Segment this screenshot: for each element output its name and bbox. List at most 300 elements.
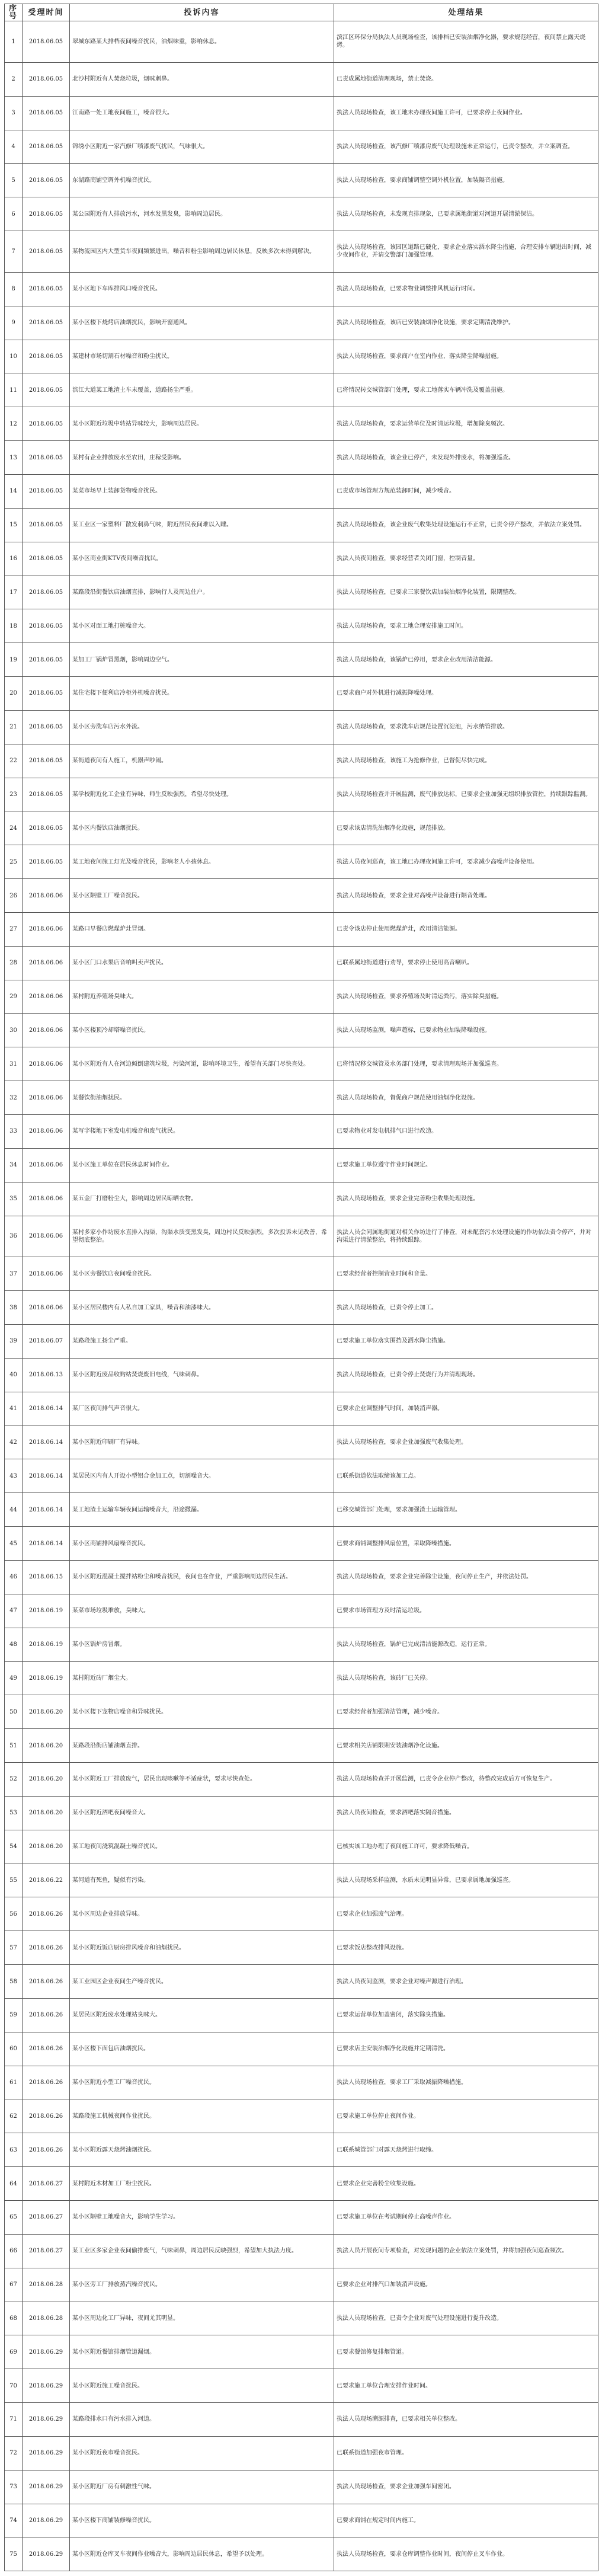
row-result: 执法人员现场检查，要求养殖场及时清运粪污，落实除臭措施。 [334,980,598,1014]
row-index: 7 [5,231,23,273]
complaint-table [4,4,598,2571]
row-index: 61 [5,2066,23,2099]
row-index: 72 [5,2436,23,2470]
row-index: 16 [5,542,23,576]
table-row [5,980,598,1014]
row-date: 2018.06.20 [23,1695,70,1729]
row-complaint: 北沙村附近有人焚烧垃圾，烟味刺鼻。 [70,62,334,96]
row-complaint: 某小区附近施工噪音扰民。 [70,2369,334,2403]
row-index: 41 [5,1392,23,1426]
row-result: 已联系街道依法取缔该加工点。 [334,1459,598,1493]
row-complaint: 某小区楼下商铺装修噪音扰民。 [70,2504,334,2537]
row-result: 执法人员现场检查并开展监测，废气排放达标，已要求企业加强无组织排放管控，持续跟踪监测。 [334,778,598,811]
row-index: 54 [5,1830,23,1864]
row-index: 14 [5,474,23,508]
table-row [5,1763,598,1797]
row-result: 执法人员现场检查，要求工地合理安排施工时间。 [334,609,598,643]
row-date: 2018.06.14 [23,1392,70,1426]
table-row [5,21,598,63]
row-date: 2018.06.05 [23,710,70,744]
table-row [5,306,598,340]
table-body [5,21,598,2571]
row-date: 2018.06.05 [23,197,70,231]
row-date: 2018.06.29 [23,2537,70,2571]
row-result: 已要求企业调整排气时间，加装消声器。 [334,1392,598,1426]
row-date: 2018.06.28 [23,2302,70,2335]
row-date: 2018.06.05 [23,272,70,306]
row-date: 2018.06.06 [23,1047,70,1081]
row-result: 执法人员现场检查，已要求三家餐饮店加装油烟净化装置，限期整改。 [334,576,598,609]
table-row [5,879,598,913]
row-complaint: 某小区附近饭店厨房排风噪音和油烟扰民。 [70,1931,334,1965]
row-complaint: 某小区附近有人在河边倾倒建筑垃圾，污染河道，影响环境卫生，希望有关部门尽快查处。 [70,1047,334,1081]
row-date: 2018.06.15 [23,1560,70,1594]
row-complaint: 某小区商铺排风扇噪音扰民。 [70,1527,334,1561]
table-row [5,677,598,711]
row-complaint: 东湖路商铺空调外机噪音扰民。 [70,164,334,197]
row-complaint: 锦绣小区附近一家汽修厂喷漆废气扰民，气味很大。 [70,130,334,164]
table-row [5,96,598,130]
row-date: 2018.06.05 [23,542,70,576]
table-row [5,1459,598,1493]
row-complaint: 滨江大道某工地渣土车未覆盖，道路扬尘严重。 [70,373,334,407]
table-row [5,1661,598,1695]
row-complaint: 某小区对面工地打桩噪音大。 [70,609,334,643]
row-complaint: 某小区附近废品收购站焚烧废旧电线，气味刺鼻。 [70,1358,334,1392]
table-row [5,2234,598,2268]
row-date: 2018.06.22 [23,1864,70,1897]
row-index: 3 [5,96,23,130]
row-index: 69 [5,2335,23,2369]
table-row [5,441,598,475]
row-date: 2018.06.20 [23,1796,70,1830]
table-row [5,1830,598,1864]
row-result: 执法人员现场检查，该施工为抢修作业，已督促尽快完成。 [334,744,598,778]
row-index: 68 [5,2302,23,2335]
row-result: 已要求经营者加强清洁管理，减少噪音。 [334,1695,598,1729]
row-index: 13 [5,441,23,475]
row-result: 执法人员现场检查并开展监测，已责令企业停产整改，待整改完成后方可恢复生产。 [334,1763,598,1797]
table-row [5,231,598,273]
row-result: 执法人员现场检查，该企业废气收集处理设施运行不正常，已责令停产整改，并依法立案处罚。 [334,508,598,542]
row-index: 19 [5,643,23,677]
table-row [5,1426,598,1459]
table-row [5,1115,598,1149]
row-index: 47 [5,1594,23,1628]
row-complaint: 某小区附近混凝土搅拌站粉尘和噪音扰民，夜间也在作业，严重影响周边居民生活。 [70,1560,334,1594]
row-index: 40 [5,1358,23,1392]
row-result: 滨江区环保分局执法人员现场检查，该排档已安装油烟净化器，要求规范经营，夜间禁止露天烧烤。 [334,21,598,63]
row-result: 执法人员夜间检查，要求经营者关闭门窗，控制音量。 [334,542,598,576]
row-date: 2018.06.19 [23,1661,70,1695]
row-index: 22 [5,744,23,778]
row-complaint: 某小区附近夜市噪音扰民。 [70,2436,334,2470]
table-row [5,710,598,744]
row-index: 70 [5,2369,23,2403]
table-row [5,1965,598,1999]
row-date: 2018.06.05 [23,811,70,845]
row-complaint: 某工地夜间施工灯光及噪音扰民，影响老人小孩休息。 [70,845,334,879]
row-index: 35 [5,1182,23,1216]
row-complaint: 某小区附近仓库叉车夜间作业噪音大，影响周边居民休息，希望予以处理。 [70,2537,334,2571]
row-result: 执法人员现场检查，未发现直排现象，已要求属地街道对河道开展清淤保洁。 [334,197,598,231]
row-date: 2018.06.06 [23,879,70,913]
row-date: 2018.06.28 [23,2268,70,2302]
row-date: 2018.06.29 [23,2504,70,2537]
row-result: 执法人员现场检查，要求运营单位及时清运垃圾，增加除臭频次。 [334,407,598,441]
table-row [5,1358,598,1392]
row-date: 2018.06.26 [23,1965,70,1999]
header-date: 受理时间 [23,4,70,21]
row-complaint: 某小区附近餐馆排烟管道漏烟。 [70,2335,334,2369]
row-complaint: 某小区隔壁工地噪音大，影响学生学习。 [70,2201,334,2235]
row-index: 56 [5,1897,23,1931]
row-result: 已联系城管部门对露天烧烤进行取缔。 [334,2133,598,2167]
row-date: 2018.06.06 [23,946,70,980]
row-index: 28 [5,946,23,980]
row-date: 2018.06.06 [23,1115,70,1149]
row-date: 2018.06.05 [23,441,70,475]
row-index: 5 [5,164,23,197]
row-complaint: 某居民区内有人开设小型铝合金加工点，切割噪音大。 [70,1459,334,1493]
row-index: 33 [5,1115,23,1149]
table-row [5,2302,598,2335]
row-index: 74 [5,2504,23,2537]
row-result: 执法人员现场检查，该企业已停产，未发现外排废水，将加强巡查。 [334,441,598,475]
row-result: 执法人员现场检查，已责令停止焚烧行为并清理现场。 [334,1358,598,1392]
row-result: 执法人员现场检查，已责令企业对废气处理设施进行提升改造。 [334,2302,598,2335]
row-complaint: 某小区附近小型工厂噪音扰民。 [70,2066,334,2099]
row-date: 2018.06.19 [23,1594,70,1628]
row-date: 2018.06.26 [23,2032,70,2066]
row-index: 57 [5,1931,23,1965]
table-row [5,508,598,542]
row-complaint: 某小区附近酒吧夜间噪音大。 [70,1796,334,1830]
row-complaint: 某小区附近垃圾中转站异味较大，影响周边居民。 [70,407,334,441]
row-date: 2018.06.05 [23,508,70,542]
row-index: 11 [5,373,23,407]
row-complaint: 某村多家小作坊废水直排入沟渠，沟渠水质变黑发臭，周边村民反映强烈，多次投诉未见改善，希望彻底整治。 [70,1216,334,1257]
table-row [5,2268,598,2302]
row-complaint: 某厂区夜间排气声音很大。 [70,1392,334,1426]
row-index: 29 [5,980,23,1014]
row-result: 执法人员现场检查，该店已安装油烟净化设施，要求定期清洗维护。 [334,306,598,340]
row-date: 2018.06.06 [23,1182,70,1216]
row-result: 已要求企业加强废气治理。 [334,1897,598,1931]
row-complaint: 某小区隔壁工厂噪音扰民。 [70,879,334,913]
row-complaint: 某建材市场切割石材噪音和粉尘扰民。 [70,340,334,373]
row-result: 执法人员现场检查，督促商户规范使用油烟净化设施。 [334,1081,598,1115]
row-result: 已要求施工单位在考试期间停止高噪声作业。 [334,2201,598,2235]
row-date: 2018.06.29 [23,2470,70,2504]
row-index: 32 [5,1081,23,1115]
row-index: 27 [5,912,23,946]
row-result: 执法人员现场检查，锅炉已完成清洁能源改造，运行正常。 [334,1628,598,1661]
row-result: 执法人员现场监测，噪声超标，已要求物业加装降噪设施。 [334,1014,598,1047]
row-result: 执法人员开展夜间专项检查，对发现问题的企业依法立案处罚，并将加强夜间巡查频次。 [334,2234,598,2268]
row-complaint: 某小区楼顶冷却塔噪音扰民。 [70,1014,334,1047]
table-row [5,609,598,643]
row-complaint: 某小区附近厂房有刺激性气味。 [70,2470,334,2504]
row-date: 2018.06.05 [23,340,70,373]
row-index: 64 [5,2167,23,2201]
table-row [5,2032,598,2066]
row-index: 51 [5,1729,23,1763]
row-date: 2018.06.06 [23,1216,70,1257]
row-index: 65 [5,2201,23,2235]
row-date: 2018.06.05 [23,96,70,130]
table-row [5,1257,598,1291]
row-date: 2018.06.26 [23,1998,70,2032]
row-index: 30 [5,1014,23,1047]
table-row [5,811,598,845]
table-row [5,1392,598,1426]
row-index: 59 [5,1998,23,2032]
row-result: 已责成市场管理方规范装卸时间，减少噪音。 [334,474,598,508]
row-complaint: 某菜市场早上装卸货物噪音扰民。 [70,474,334,508]
row-result: 已要求运营单位加盖密闭，落实除臭措施。 [334,1998,598,2032]
table-row [5,845,598,879]
row-result: 已责成属地街道清理现场，禁止焚烧。 [334,62,598,96]
row-result: 执法人员现场检查，要求商铺调整空调外机位置，加装隔音措施。 [334,164,598,197]
row-index: 45 [5,1527,23,1561]
table-row [5,2436,598,2470]
row-complaint: 某餐饮街油烟扰民。 [70,1081,334,1115]
row-date: 2018.06.29 [23,2335,70,2369]
row-complaint: 某河道有死鱼，疑似有污染。 [70,1864,334,1897]
row-result: 已要求饭店整改排风设施。 [334,1931,598,1965]
row-complaint: 某小区旁工厂排放蒸汽噪音扰民。 [70,2268,334,2302]
row-index: 55 [5,1864,23,1897]
row-complaint: 某小区施工单位在居民休息时间作业。 [70,1148,334,1182]
table-row [5,340,598,373]
row-result: 执法人员现场溯源排查，已要求相关单位整改。 [334,2403,598,2437]
table-row [5,2537,598,2571]
row-index: 44 [5,1493,23,1527]
table-header-row [5,4,598,21]
row-complaint: 某路段沿街店铺油烟直排。 [70,1729,334,1763]
row-result: 执法人员夜间巡查，该工地已办理夜间施工许可，要求减少高噪声设备使用。 [334,845,598,879]
row-date: 2018.06.27 [23,2167,70,2201]
row-date: 2018.06.05 [23,130,70,164]
table-row [5,1560,598,1594]
row-index: 24 [5,811,23,845]
row-result: 已要求施工单位合理安排作业时间。 [334,2369,598,2403]
row-complaint: 某写字楼地下室发电机噪音和废气扰民。 [70,1115,334,1149]
row-index: 2 [5,62,23,96]
row-result: 执法人员现场检查，要求仓库调整作业时间，夜间停止叉车作业。 [334,2537,598,2571]
row-result: 已将情况移交城管及水务部门处理，要求清理现场并加强巡查。 [334,1047,598,1081]
row-complaint: 某村附近木材加工厂粉尘扰民。 [70,2167,334,2201]
row-index: 12 [5,407,23,441]
row-result: 执法人员夜间监测，要求企业对噪声源进行治理。 [334,1965,598,1999]
row-index: 20 [5,677,23,711]
row-date: 2018.06.05 [23,744,70,778]
row-index: 75 [5,2537,23,2571]
header-index: 序号 [5,4,23,21]
row-result: 执法人员现场检查，要求工厂采取减振降噪措施。 [334,2066,598,2099]
row-date: 2018.06.05 [23,21,70,63]
row-complaint: 某小区商业街KTV夜间噪音扰民。 [70,542,334,576]
row-result: 执法人员现场检查，该汽修厂喷漆房废气处理设施未正常运行，已责令整改，并立案调查。 [334,130,598,164]
row-complaint: 某工地渣土运输车辆夜间运输噪音大，沿途撒漏。 [70,1493,334,1527]
row-complaint: 某小区附近印刷厂有异味。 [70,1426,334,1459]
row-complaint: 某路段沿街餐饮店油烟直排，影响行人及周边住户。 [70,576,334,609]
row-index: 23 [5,778,23,811]
row-date: 2018.06.29 [23,2436,70,2470]
row-complaint: 某小区地下车库排风口噪音扰民。 [70,272,334,306]
table-row [5,164,598,197]
row-date: 2018.06.14 [23,1459,70,1493]
table-row [5,542,598,576]
row-index: 53 [5,1796,23,1830]
row-result: 执法人员现场检查，已责令停止加工。 [334,1291,598,1325]
row-date: 2018.06.06 [23,980,70,1014]
row-index: 42 [5,1426,23,1459]
row-complaint: 某小区楼下烧烤店油烟扰民，影响开窗通风。 [70,306,334,340]
row-index: 17 [5,576,23,609]
row-result: 已责令该店停止使用燃煤炉灶，改用清洁能源。 [334,912,598,946]
row-result: 已要求物业对发电机排气口进行改造。 [334,1115,598,1149]
table-row [5,2335,598,2369]
row-date: 2018.06.06 [23,1148,70,1182]
row-date: 2018.06.26 [23,1931,70,1965]
row-index: 71 [5,2403,23,2437]
table-row [5,373,598,407]
table-row [5,1325,598,1359]
row-date: 2018.06.05 [23,164,70,197]
row-index: 73 [5,2470,23,2504]
row-result: 已要求施工单位落实围挡及洒水降尘措施。 [334,1325,598,1359]
row-index: 37 [5,1257,23,1291]
row-date: 2018.06.27 [23,2234,70,2268]
row-result: 已联系街道加强夜市管理。 [334,2436,598,2470]
row-date: 2018.06.29 [23,2369,70,2403]
row-result: 已要求企业完善粉尘收集设施。 [334,2167,598,2201]
row-result: 已要求经营者控制营业时间和音量。 [334,1257,598,1291]
row-complaint: 某工业区多家企业夜间偷排废气，气味刺鼻，周边居民反映强烈，希望加大执法力度。 [70,2234,334,2268]
table-row [5,1047,598,1081]
table-row [5,1216,598,1257]
row-complaint: 某居民区附近废水处理站臭味大。 [70,1998,334,2032]
row-date: 2018.06.27 [23,2201,70,2235]
row-complaint: 翠城东路某大排档夜间噪音扰民，油烟味重，影响休息。 [70,21,334,63]
row-date: 2018.06.05 [23,778,70,811]
table-row [5,272,598,306]
row-result: 执法人员夜间检查，要求酒吧落实隔音措施。 [334,1796,598,1830]
row-result: 已要求餐馆修复排烟管道。 [334,2335,598,2369]
row-date: 2018.06.26 [23,2066,70,2099]
row-complaint: 某小区周边企业排放异味。 [70,1897,334,1931]
table-row [5,130,598,164]
row-result: 执法人员现场检查，该锅炉已停用，要求企业改用清洁能源。 [334,643,598,677]
table-row [5,407,598,441]
row-date: 2018.06.14 [23,1426,70,1459]
row-complaint: 某街道夜间有人施工，机器声吵闹。 [70,744,334,778]
row-result: 执法人员现场检查，该砖厂已关停。 [334,1661,598,1695]
table-row [5,1931,598,1965]
row-index: 9 [5,306,23,340]
row-date: 2018.06.07 [23,1325,70,1359]
row-result: 执法人员现场检查，要求洗车店规范设置沉淀池，污水纳管排放。 [334,710,598,744]
row-date: 2018.06.13 [23,1358,70,1392]
row-date: 2018.06.05 [23,407,70,441]
table-row [5,1594,598,1628]
row-complaint: 某小区附近工厂排放废气，居民出现咳嗽等不适症状，要求尽快查处。 [70,1763,334,1797]
row-complaint: 某村附近砖厂烟尘大。 [70,1661,334,1695]
row-complaint: 某路段施工扬尘严重。 [70,1325,334,1359]
row-index: 10 [5,340,23,373]
row-complaint: 某小区附近露天烧烤油烟扰民。 [70,2133,334,2167]
row-complaint: 某五金厂打磨粉尘大，影响周边居民晾晒衣物。 [70,1182,334,1216]
row-complaint: 某公园附近有人排放污水，河水发黑发臭，影响周边居民。 [70,197,334,231]
table-row [5,2133,598,2167]
row-index: 26 [5,879,23,913]
row-date: 2018.06.20 [23,1729,70,1763]
table-row [5,474,598,508]
row-index: 18 [5,609,23,643]
table-row [5,1014,598,1047]
row-complaint: 某小区旁餐饮店夜间噪音扰民。 [70,1257,334,1291]
row-complaint: 某菜市场垃圾堆放，臭味大。 [70,1594,334,1628]
row-index: 58 [5,1965,23,1999]
table-row [5,1628,598,1661]
table-row [5,744,598,778]
table-row [5,1864,598,1897]
table-row [5,1729,598,1763]
table-row [5,1998,598,2032]
row-complaint: 某学校附近化工企业有异味，师生反映强烈，希望尽快处理。 [70,778,334,811]
table-row [5,1148,598,1182]
table-row [5,643,598,677]
table-row [5,2403,598,2437]
row-result: 执法人员现场检查，要求商户在室内作业，落实降尘降噪措施。 [334,340,598,373]
row-complaint: 某小区旁洗车店污水外流。 [70,710,334,744]
row-result: 已要求商铺调整排风扇位置，采取降噪措施。 [334,1527,598,1561]
row-index: 60 [5,2032,23,2066]
row-result: 执法人员现场检查，要求企业对高噪声设备进行隔音处理。 [334,879,598,913]
row-complaint: 某小区楼下宠物店噪音和异味扰民。 [70,1695,334,1729]
row-date: 2018.06.06 [23,1257,70,1291]
row-result: 已要求施工单位遵守作业时间规定。 [334,1148,598,1182]
row-date: 2018.06.05 [23,474,70,508]
row-result: 已将情况转交城管部门处理，要求工地落实车辆冲洗及覆盖措施。 [334,373,598,407]
row-complaint: 某加工厂锅炉冒黑烟，影响周边空气。 [70,643,334,677]
row-date: 2018.06.19 [23,1628,70,1661]
row-complaint: 某小区楼下面包店油烟扰民。 [70,2032,334,2066]
row-index: 39 [5,1325,23,1359]
row-date: 2018.06.05 [23,231,70,273]
row-result: 执法人员会同属地街道对相关作坊进行了排查，对未配套污水处理设施的作坊依法责令停产，并对沟渠进行清淤整治，将持续跟踪。 [334,1216,598,1257]
row-complaint: 某小区居民楼内有人私自加工家具，噪音和油漆味大。 [70,1291,334,1325]
row-result: 执法人员现场检查，要求企业加强车间密闭。 [334,2470,598,2504]
row-date: 2018.06.05 [23,306,70,340]
row-date: 2018.06.05 [23,643,70,677]
row-date: 2018.06.06 [23,1014,70,1047]
row-date: 2018.06.06 [23,1081,70,1115]
row-date: 2018.06.14 [23,1493,70,1527]
table-row [5,946,598,980]
row-complaint: 某路口早餐店燃煤炉灶冒烟。 [70,912,334,946]
table-row [5,2099,598,2133]
row-complaint: 某小区内餐饮店油烟扰民。 [70,811,334,845]
row-result: 已移交城管部门处理，要求加强渣土运输管理。 [334,1493,598,1527]
row-index: 1 [5,21,23,63]
row-date: 2018.06.06 [23,1291,70,1325]
row-result: 已要求该店清洗油烟净化设施，规范排放。 [334,811,598,845]
row-result: 已要求市场管理方及时清运垃圾。 [334,1594,598,1628]
row-complaint: 某工地夜间浇筑混凝土噪音扰民。 [70,1830,334,1864]
